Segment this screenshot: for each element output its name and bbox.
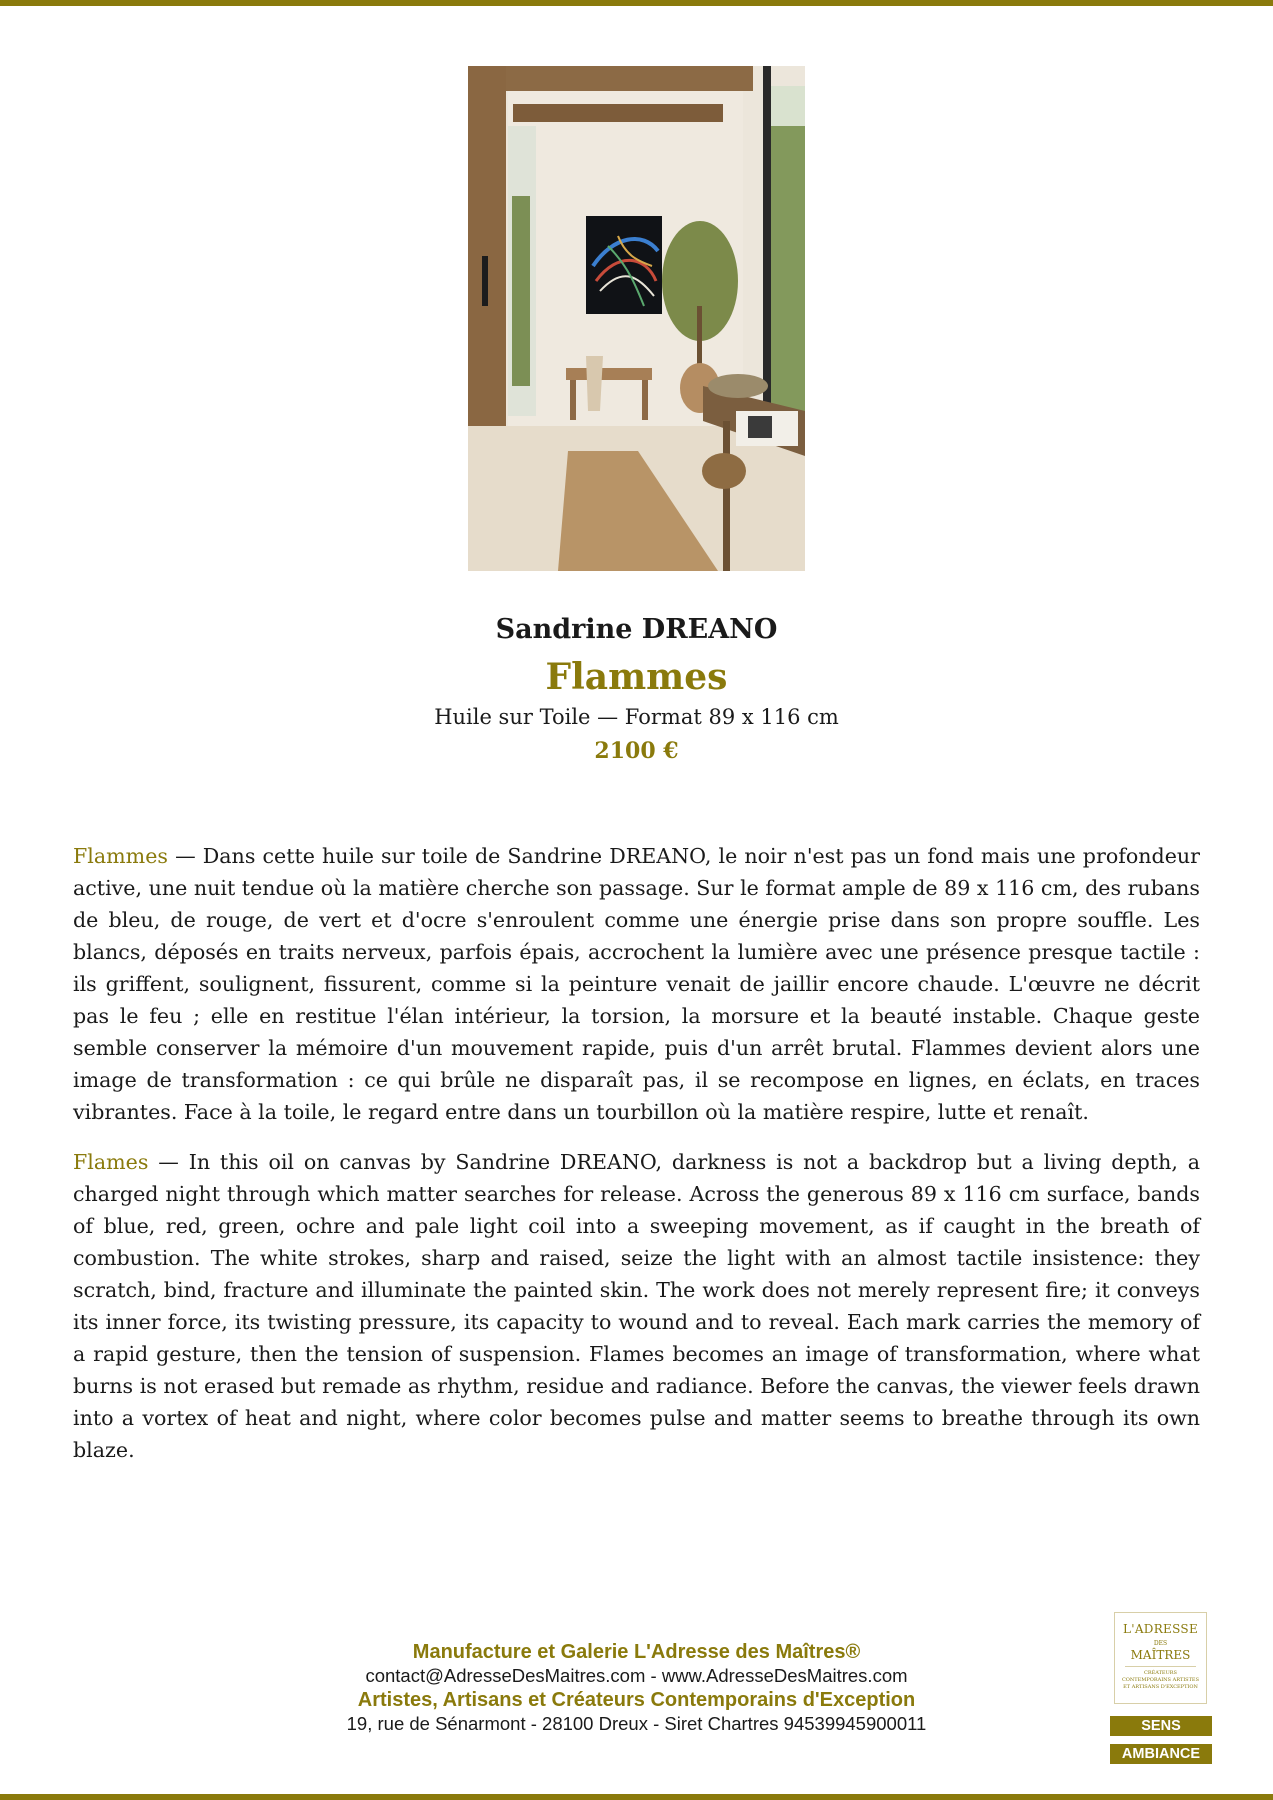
footer-contact: contact@AdresseDesMaitres.com - www.AdresseDesMaitres.com (365, 1665, 908, 1686)
description-english-lead: Flames (73, 1150, 149, 1174)
description-french (73, 840, 1200, 1128)
artwork-price: 2100 € (594, 738, 679, 764)
artist-name: Sandrine DREANO (495, 614, 778, 645)
artwork-medium: Huile sur Toile — Format 89 x 116 cm (434, 705, 839, 729)
logo-line-4: CRÉATEURS CONTEMPORAINS ARTISTES ET ARTISANS D'EXCEPTION (1121, 1670, 1200, 1690)
top-rule (0, 0, 1273, 6)
logo-line-3: MAÎTRES (1130, 1648, 1191, 1662)
description-english (73, 1146, 1200, 1466)
bottom-rule (0, 1794, 1273, 1800)
footer-address: 19, rue de Sénarmont - 28100 Dreux - Siret Chartres 94539945900011 (346, 1713, 927, 1734)
logo-line-1: L'ADRESSE (1122, 1622, 1199, 1636)
description-french-text: — Dans cette huile sur toile de Sandrine DREANO, le noir n'est pas un fond mais une profondeur active, une nuit tendue où la matière cherche son passage. Sur le format ample de 89 x 116 cm, des rubans de bleu, de rouge, de vert et d'ocre s'enroulent comme une énergie prise dans son propre souffle. Les blancs, déposés en traits nerveux, parfois épais, accrochent la lumière avec une présence presque tactile : ils griffent, soulignent, fissurent, comme si la peinture venait de jaillir encore chaude. L'œuvre ne décrit pas le feu ; elle en restitue l'élan intérieur, la torsion, la morsure et la beauté instable. Chaque geste semble conserver la mémoire d'un mouvement rapide, puis d'un arrêt brutal. Flammes devient alors une image de transformation : ce qui brûle ne disparaît pas, il se recompose en lignes, en éclats, en traces vibrantes. Face à la toile, le regard entre dans un tourbillon où la matière respire, lutte et renaît. (73, 844, 1200, 1124)
footer-gallery-name: Manufacture et Galerie L'Adresse des Maîtres® (412, 1641, 861, 1663)
gallery-logo (1114, 1612, 1207, 1704)
artwork-title: Flammes (545, 656, 728, 698)
description-french-lead: Flammes (73, 844, 168, 868)
interior-photo (468, 66, 805, 571)
interior-photo-image (468, 66, 805, 571)
footer (240, 1640, 1033, 1736)
logo-line-2: DES (1153, 1640, 1168, 1647)
ambiance-badge: AMBIANCE (1110, 1744, 1212, 1764)
sens-badge: SENS (1110, 1716, 1212, 1736)
logo-divider (1125, 1666, 1196, 1667)
footer-tagline: Artistes, Artisans et Créateurs Contemporains d'Exception (357, 1689, 916, 1711)
description-english-text: — In this oil on canvas by Sandrine DREANO, darkness is not a backdrop but a living depth, a charged night through which matter searches for release. Across the generous 89 x 116 cm surface, bands of blue, red, green, ochre and pale light coil into a sweeping movement, as if caught in the breath of combustion. The white strokes, sharp and raised, seize the light with an almost tactile insistence: they scratch, bind, fracture and illuminate the painted skin. The work does not merely represent fire; it conveys its inner force, its twisting pressure, its capacity to wound and to reveal. Each mark carries the memory of a rapid gesture, then the tension of suspension. Flames becomes an image of transformation, where what burns is not erased but remade as rhythm, residue and radiance. Before the canvas, the viewer feels drawn into a vortex of heat and night, where color becomes pulse and matter seems to breathe through its own blaze. (73, 1150, 1200, 1462)
